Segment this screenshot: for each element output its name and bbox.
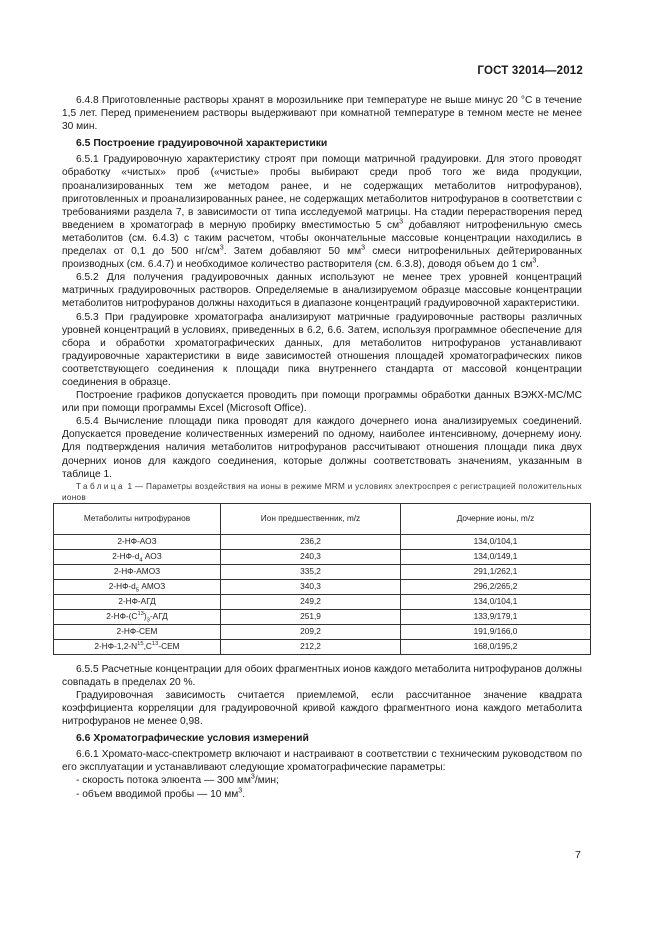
ion-parameters-table <box>53 503 591 655</box>
paragraph-6-5-2: 6.5.2 Для получения градуировочных данных используют не менее трех уровней концентраций матричных градуировочных растворов. Определяемые в анализируемом образце массовые концентрации метаболитов нитрофуранов должны находиться в диапазоне концентраций градуировочной характеристики. <box>62 272 582 310</box>
page-header: ГОСТ 32014—2012 <box>477 65 583 77</box>
cell-daughter: 291,1/262,1 <box>401 564 591 579</box>
table-row <box>54 549 591 564</box>
cell-metabolite: $2-НФ-d_5$ АМОЗ <box>54 579 221 594</box>
table-row <box>54 609 591 624</box>
cell-precursor: 249,2 <box>221 594 401 609</box>
page-content <box>62 94 582 801</box>
cell-metabolite: 2-НФ-СЕМ <box>54 624 221 639</box>
cell-precursor: 340,3 <box>221 579 401 594</box>
table-row <box>54 564 591 579</box>
cell-daughter: 133,9/179,1 <box>401 609 591 624</box>
section-heading-6-6: 6.6 Хроматографические условия измерений <box>76 733 309 745</box>
cell-daughter: 168,0/195,2 <box>401 639 591 654</box>
column-header-precursor: Ион предшественник, m/z <box>221 503 401 534</box>
cell-daughter: 134,0/104,1 <box>401 594 591 609</box>
cell-precursor: 251,9 <box>221 609 401 624</box>
cell-metabolite: $2-НФ-1,2-N^{15},С^{13}$-СЕМ <box>54 639 221 654</box>
page-number: 7 <box>575 849 581 861</box>
table-row <box>54 639 591 654</box>
cell-daughter: 134,0/104,1 <box>401 534 591 549</box>
table-row <box>54 534 591 549</box>
paragraph-6-5-1: 6.5.1 Градуировочную характеристику строят при помощи матричной градуировки. Для этого проводят обработку «чистых» проб («чистые» пробы выбирают среди проб того же вида продукции, проанализированных тем же методом ранее, и не содержащих метаболитов нитрофуранов), приготовленных и проанализированных ранее, не содержащих метаболитов нитрофуранов в соответствии с требованиями раздела 7, в зависимости от типа исследуемой матрицы. На стадии перерастворения перед введением в хроматограф в мерную пробирку вместимостью 5 $см^3$ добавляют нитрофенильную смесь метаболитов (см. 6.4.3) с таким расчетом, чтобы окончательные массовые концентрации находились в пределах от 0,1 до 500 $нг/см^3$. Затем добавляют 50 $мм^3$ смеси нитрофенильных дейтерированных производных (см. 6.4.7) и необходимое количество растворителя (см. 6.3.8), доводя объем до 1 $см^3$. <box>62 154 583 271</box>
cell-metabolite: $2-НФ-(С^{13})_3$-АГД <box>54 609 221 624</box>
paragraph-6-5-5-correlation: Градуировочная зависимость считается приемлемой, если рассчитанное значение квадрата коэффициента корреляции для градуировочной кривой каждого фрагментного иона каждого метаболита нитрофуранов не менее 0,98. <box>62 689 582 728</box>
paragraph-6-5-5: 6.5.5 Расчетные концентрации для обоих фрагментных ионов каждого метаболита нитрофуранов должны совпадать в пределах 20 %. <box>62 663 582 688</box>
cell-metabolite: 2-НФ-АОЗ <box>54 534 221 549</box>
paragraph-6-5-4: 6.5.4 Вычисление площади пика проводят для каждого дочернего иона анализируемых соединений. Допускается проведение количественных измерений по одному, наиболее интенсивному, дочернему иону. Для подтверждения наличия метаболитов нитрофуранов рассчитывают отношения площади пика двух дочерних ионов для каждого соединения, которые должны соответствовать значениям, указанным в таблице 1. <box>62 416 582 480</box>
table-row <box>54 579 591 594</box>
column-header-metabolites: Метаболиты нитрофуранов <box>54 503 221 534</box>
cell-precursor: 240,3 <box>221 549 401 564</box>
paragraph-6-6-1: 6.6.1 Хромато-масс-спектрометр включают и настраивают в соответствии с техническим руководством по его эксплуатации и устанавливают следующие хроматографические параметры: <box>62 749 582 774</box>
cell-metabolite: 2-НФ-АГД <box>54 594 221 609</box>
paragraph-6-5-3-graphs: Построение графиков допускается проводить при помощи программы обработки данных ВЭЖХ-МС/МС или при помощи программы Excel (Microsoft Office). <box>62 390 582 415</box>
table-row <box>54 594 591 609</box>
section-heading-6-5: 6.5 Построение градуировочной характеристики <box>76 138 328 150</box>
paragraph-6-5-3: 6.5.3 При градуировке хроматографа анализируют матричные градуировочные растворы различных уровней концентраций в условиях, приведенных в 6.2, 6.6. Затем, используя программное обеспечение для сбора и обработки хроматографических данных, для метаболитов нитрофуранов устанавливают градуировочные характеристики в виде зависимостей отношения площадей хроматографических пиков соответствующего соединения к площади пика внутреннего стандарта от массовой концентрации соединения в образце. <box>62 311 582 388</box>
cell-precursor: 236,2 <box>221 534 401 549</box>
cell-metabolite: 2-НФ-АМОЗ <box>54 564 221 579</box>
cell-daughter: 296,2/265,2 <box>401 579 591 594</box>
table-header-row <box>54 503 591 534</box>
table-caption: Таблица 1 — Параметры воздействия на ионы в режиме MRM и условиях электроспрея с регистрацией положительных ионов <box>62 481 582 502</box>
cell-daughter: 191,9/166,0 <box>401 624 591 639</box>
list-item-flow-rate: - скорость потока элюента — 300 $мм^3$/мин; <box>76 773 279 787</box>
column-header-daughter: Дочерние ионы, m/z <box>401 503 591 534</box>
cell-precursor: 335,2 <box>221 564 401 579</box>
paragraph-6-4-8: 6.4.8 Приготовленные растворы хранят в морозильнике при температуре не выше минус 20 °С в течение 1,5 лет. Перед применением растворы выдерживают при комнатной температуре в темном месте не менее 30 мин. <box>62 95 582 133</box>
cell-metabolite: $2-НФ-d_4$ АОЗ <box>54 549 221 564</box>
list-item-injection-volume: - объем вводимой пробы — 10 $мм^3$. <box>76 786 246 800</box>
cell-precursor: 212,2 <box>221 639 401 654</box>
table-row <box>54 624 591 639</box>
cell-daughter: 134,0/149,1 <box>401 549 591 564</box>
cell-precursor: 209,2 <box>221 624 401 639</box>
